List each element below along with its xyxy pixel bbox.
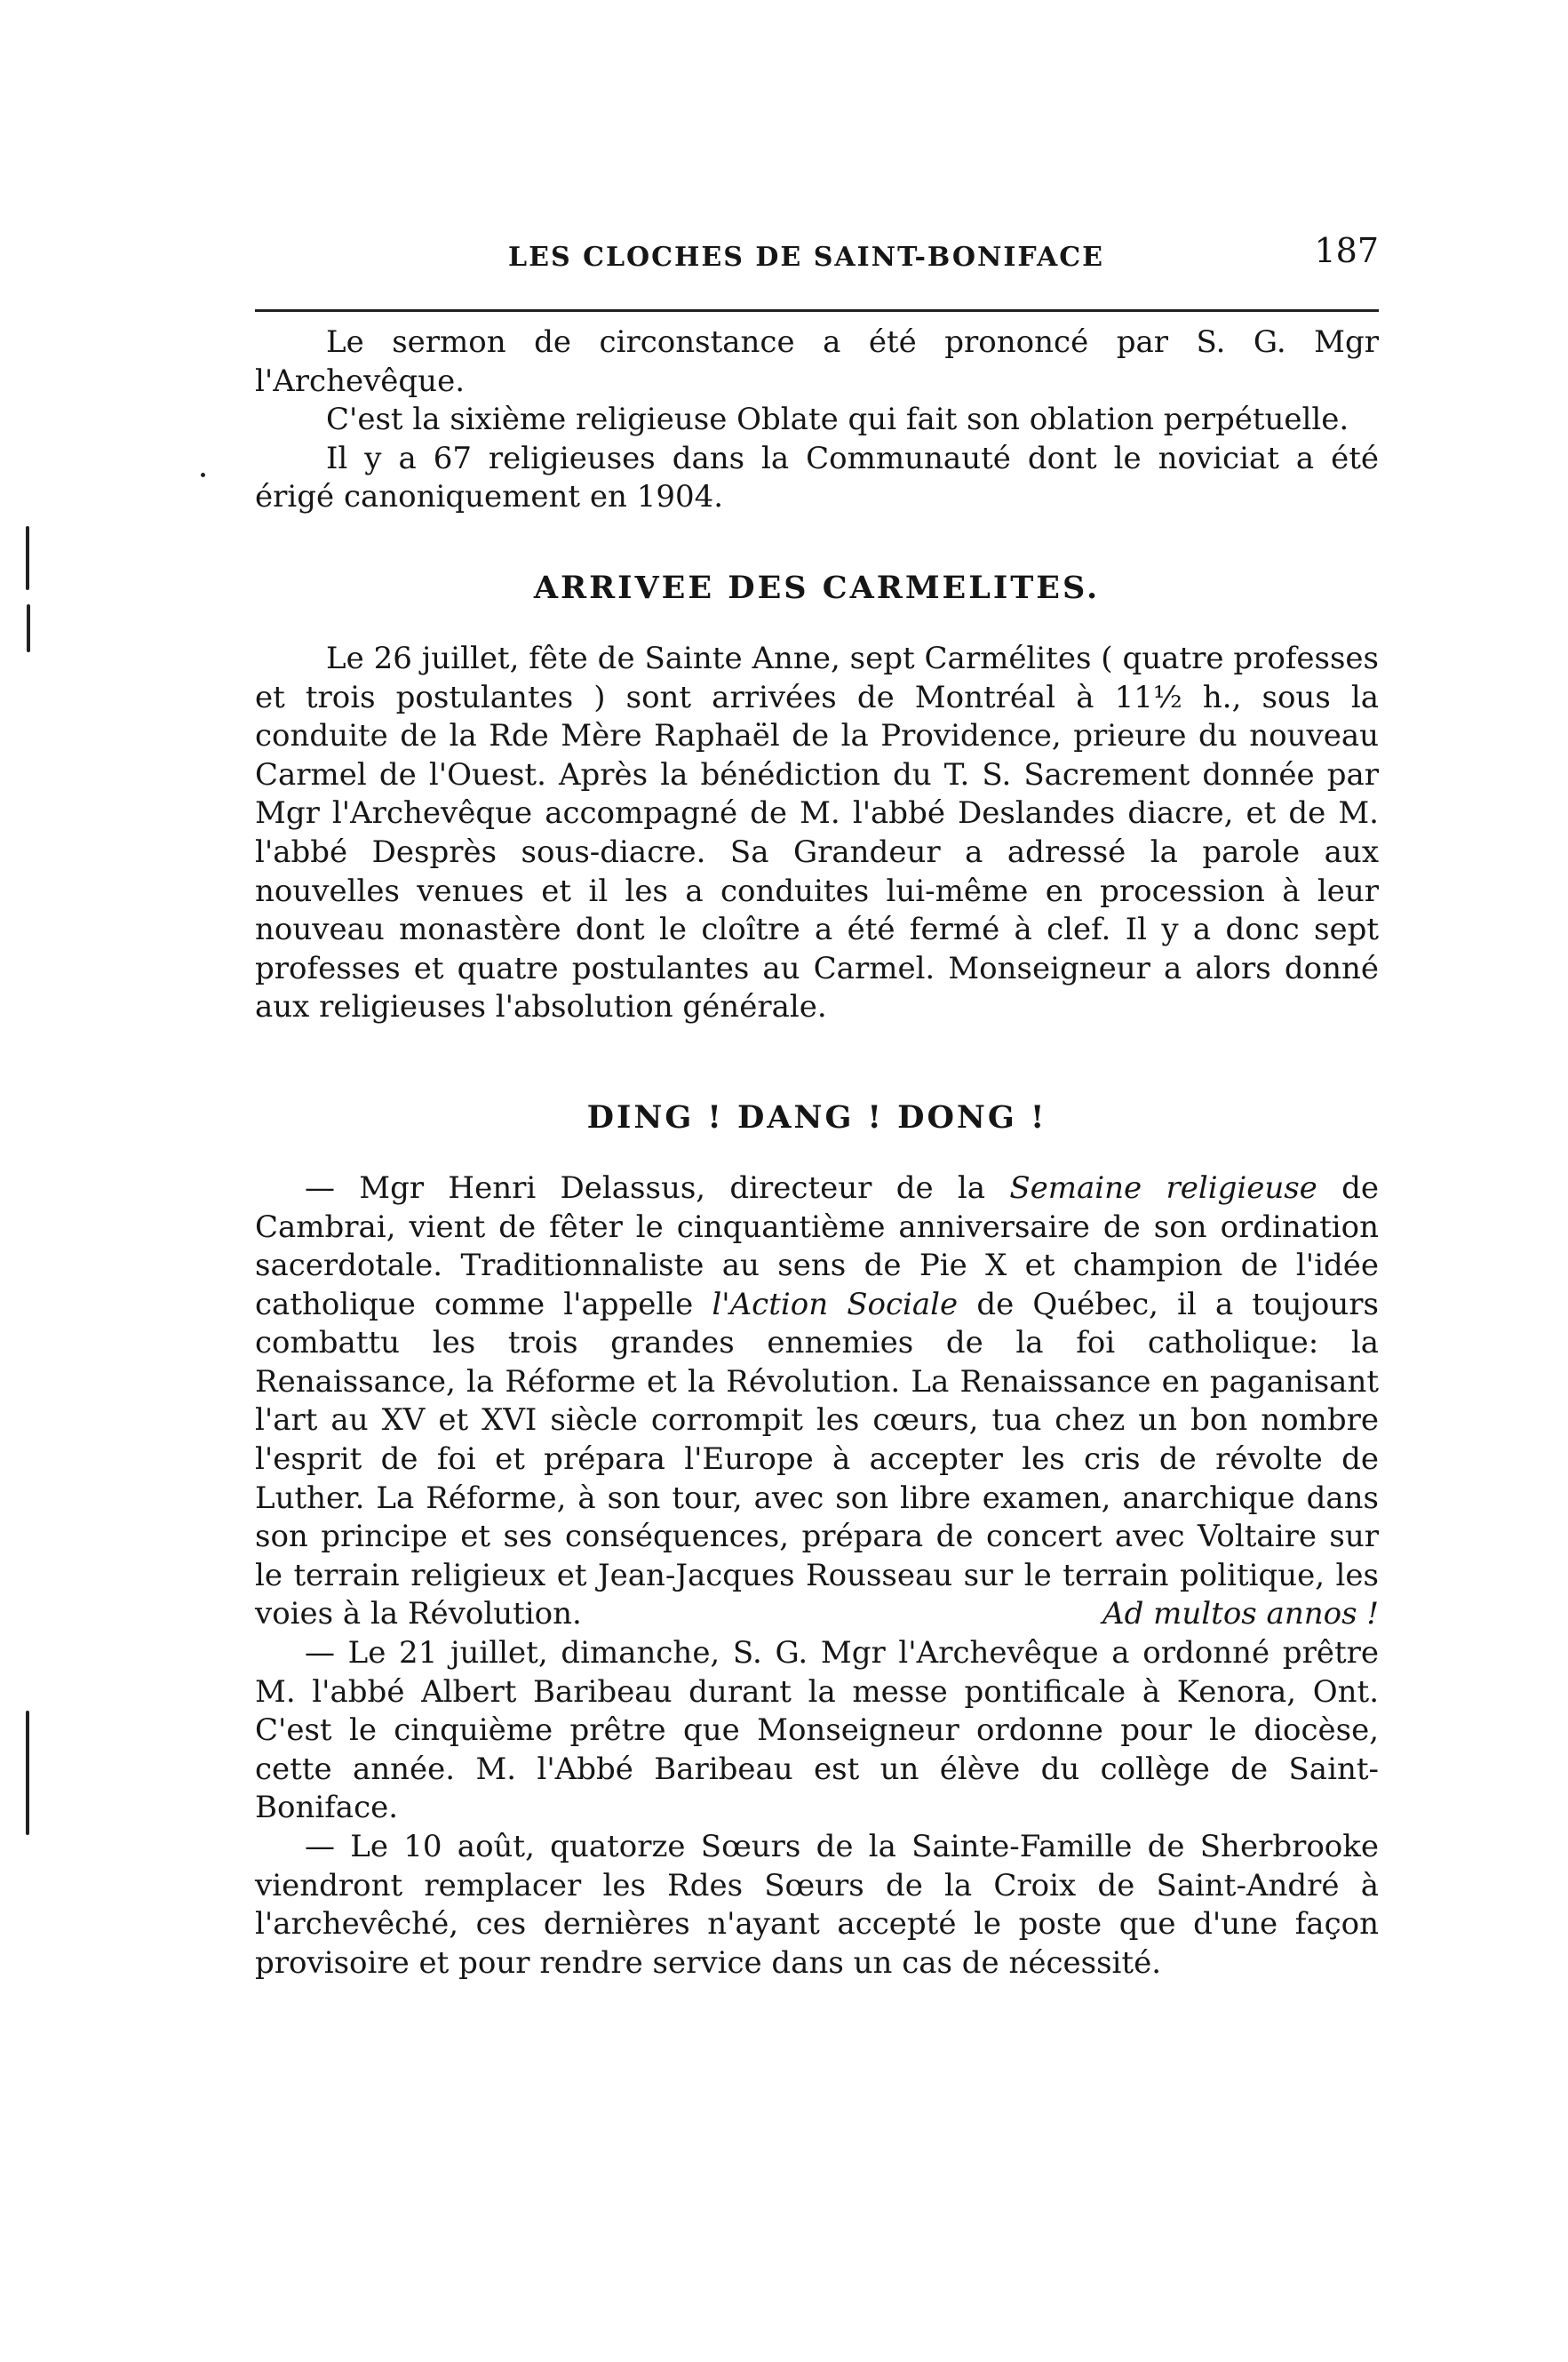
main-text — [255, 323, 1379, 1983]
carmelites-paragraph: Le 26 juillet, fête de Sainte Anne, sept Carmélites ( quatre professes et trois postulantes ) sont arrivées de Montréal à 11½ h., sous la conduite de la Rde Mère Raphaël de la Providence, prieure du nouveau Carmel de l'Ouest. Après la bénédiction du T. S. Sacrement donnée par Mgr l'Archevêque accompagné de M. l'abbé Deslandes diacre, et de M. l'abbé Desprès sous-diacre. Sa Grandeur a adressé la parole aux nouvelles venues et il les a conduites lui-même en procession à leur nouveau monastère dont le cloître a été fermé à clef. Il y a donc sept professes et quatre postulantes au Carmel. Monseigneur a alors donné aux religieuses l'absolution générale. — [255, 640, 1379, 1025]
section-heading-ding-dang-dong: DING ! DANG ! DONG ! — [586, 1098, 1047, 1136]
intro-paragraph-3: Il y a 67 religieuses dans la Communauté dont le noviciat a été érigé canoniquement en 1904. — [255, 440, 1379, 515]
delassus-text-b: de Cambrai, vient de fêter le cinquantième anniversaire de son ordination sacerdotale. Traditionnaliste au sens de Pie X et champion de l'idée catholique comme l'appelle — [255, 1169, 1379, 1322]
intro-paragraph-1: Le sermon de circonstance a été prononcé par S. G. Mgr l'Archevêque. — [255, 324, 1379, 399]
margin-dot — [201, 473, 205, 477]
delassus-paragraph — [255, 1169, 1379, 1634]
page-header — [255, 226, 1379, 275]
semaine-religieuse-title: Semaine religieuse — [1009, 1169, 1317, 1206]
page-number: 187 — [1314, 231, 1379, 270]
margin-bar — [26, 1711, 29, 1835]
margin-bar — [26, 526, 29, 590]
action-sociale-title: l'Action Sociale — [712, 1286, 959, 1322]
section-heading-carmelites: ARRIVEE DES CARMELITES. — [533, 569, 1101, 606]
ad-multos-annos: Ad multos annos ! — [1102, 1596, 1379, 1632]
intro-paragraph-2: C'est la sixième religieuse Oblate qui fait son oblation perpétuelle. — [326, 402, 1349, 438]
running-head: LES CLOCHES DE SAINT-BONIFACE — [508, 242, 1104, 273]
soeurs-paragraph: — Le 10 août, quatorze Sœurs de la Sainte-Famille de Sherbrooke viendront remplacer les Rdes Sœurs de la Croix de Saint-André à l'archevêché, ces dernières n'ayant accepté le poste que d'une façon provisoire et pour rendre service dans un cas de nécessité. — [255, 1829, 1379, 1981]
delassus-text-a: — Mgr Henri Delassus, directeur de la — [305, 1169, 1010, 1206]
baribeau-paragraph: — Le 21 juillet, dimanche, S. G. Mgr l'Archevêque a ordonné prêtre M. l'abbé Albert Baribeau durant la messe pontificale à Kenora, Ont. C'est le cinquième prêtre que Monseigneur ordonne pour le diocèse, cette année. M. l'Abbé Baribeau est un élève du collège de Saint-Boniface. — [255, 1635, 1379, 1826]
header-rule — [255, 309, 1379, 312]
margin-bar — [27, 604, 30, 652]
delassus-text-c: de Québec, il a toujours combattu les trois grandes ennemies de la foi catholique: la Renaissance, la Réforme et la Révolution. La Renaissance en paganisant l'art au XV et XVI siècle corrompit les cœurs, tua chez un bon nombre l'esprit de foi et prépara l'Europe à accepter les cris de révolte de Luther. La Réforme, à son tour, avec son libre examen, anarchique dans son principe et ses conséquences, prépara de concert avec Voltaire sur le terrain religieux et Jean-Jacques Rousseau sur le terrain politique, les voies à la Révolution. — [255, 1286, 1379, 1632]
